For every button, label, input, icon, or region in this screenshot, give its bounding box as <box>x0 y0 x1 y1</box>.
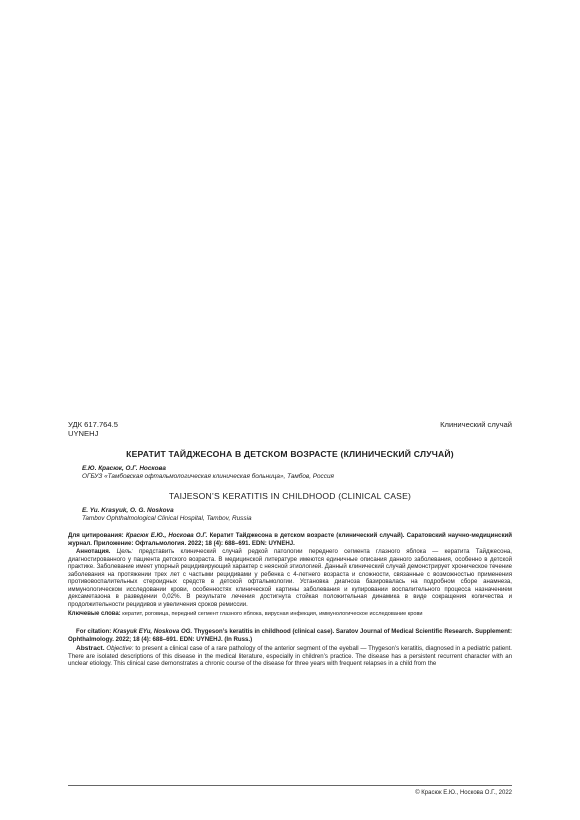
title-russian: КЕРАТИТ ТАЙДЖЕСОНА В ДЕТСКОМ ВОЗРАСТЕ (КЛИНИЧЕСКИЙ СЛУЧАЙ) <box>126 449 454 459</box>
citation-label-english: For citation: <box>76 628 112 635</box>
edn-code: UYNEHJ <box>68 429 99 438</box>
objective-label-english: Objective: <box>106 645 134 652</box>
abstract-text-english: to present a clinical case of a rare pathology of the anterior segment of the eyeball — Thygeson’s keratitis, diagnosed in a pediatric patient. There are isolated descriptions of this disease in the medical literature, especially in children’s practice. The disease has a persistent recurrent character with an unclear etiology. This clinical case demonstrates a chronic course of the disease for three years with frequent relapses in a child from the <box>68 645 512 667</box>
abstract-english <box>68 645 512 668</box>
citation-russian <box>68 532 512 547</box>
keywords-russian <box>68 611 512 618</box>
title-english: TAIJESON’S KERATITIS IN CHILDHOOD (CLINICAL CASE) <box>168 491 412 501</box>
abstract-text-russian: представить клинический случай редкой патологии переднего сегмента глазного яблока — кератита Тайджесона, диагностированного у пациента детского возраста. В медицинской литературе имеются единичные описания данного заболевания, особенно в детской практике. Заболевание имеет упорный рецидивирующий характер с неясной этиологией. Данный клинический случай демонстрирует хроническое течение заболевания на протяжении трех лет с частыми рецидивами у ребенка с 4-летнего возраста и сложности, связанные с возможностью применения противовоспалительных стероидных средств в детской офтальмологии. Установка диагноза базировалась на подробном сборе анамнеза, иммунологическом исследовании крови, особенностях клинической картины заболевания и купировании воспалительного процесса назначением дексаметазона в разведении 0,02%. В результате лечения достигнута стойкая положительная динамика в виде сокращения количества и продолжительности рецидивов и увеличения сроков ремиссии. <box>68 548 512 608</box>
authors-russian: Е.Ю. Красюк, О.Г. Носкова <box>82 465 166 472</box>
citation-english <box>68 628 512 643</box>
authors-english: E. Yu. Krasyuk, O. G. Noskova <box>82 507 174 514</box>
keywords-text-russian: кератит, роговица, передний сегмент глазного яблока, вирусная инфекция, иммунологическое исследование крови <box>122 611 423 617</box>
article-type: Клинический случай <box>440 420 512 429</box>
page-header <box>68 420 512 438</box>
abstract-label-russian: Аннотация. <box>76 548 111 555</box>
authors-block-russian <box>82 465 512 481</box>
abstract-russian <box>68 548 512 608</box>
citation-label-russian: Для цитирования: <box>68 532 124 539</box>
article-identifiers <box>68 420 118 438</box>
udk-code: УДК 617.764.5 <box>68 420 118 429</box>
article-first-page <box>68 420 512 668</box>
citation-text-english: Thygeson’s keratitis in childhood (clinical case). Saratov Journal of Medical Scientific Research. Supplement: Ophthalmology. 2022; 18 (4): 688–691. EDN: UYNEHJ. (In Russ.) <box>68 628 512 643</box>
citation-authors-english: Krasyuk EYu, Noskova OG. <box>113 628 193 635</box>
abstract-label-english: Abstract. <box>76 645 105 652</box>
affiliation-english: Tambov Ophthalmological Clinical Hospital, Tambov, Russia <box>82 515 252 522</box>
objective-label-russian: Цель: <box>116 548 133 555</box>
citation-authors-russian: Красюк Е.Ю., Носкова О.Г. <box>125 532 208 539</box>
authors-block-english <box>82 507 512 523</box>
affiliation-russian: ОГБУЗ «Тамбовская офтальмологическая клиническая больница», Тамбов, Россия <box>82 473 334 480</box>
keywords-label-russian: Ключевые слова: <box>68 611 121 617</box>
citation-text-russian: Кератит Тайджесона в детском возрасте (клинический случай). Саратовский научно-медицинский журнал. Приложение: Офтальмология. 2022; 18 (4): 688–691. EDN: UYNEHJ. <box>68 532 512 547</box>
footer-divider <box>68 785 512 786</box>
copyright-notice: © Красюк Е.Ю., Носкова О.Г., 2022 <box>415 790 512 796</box>
